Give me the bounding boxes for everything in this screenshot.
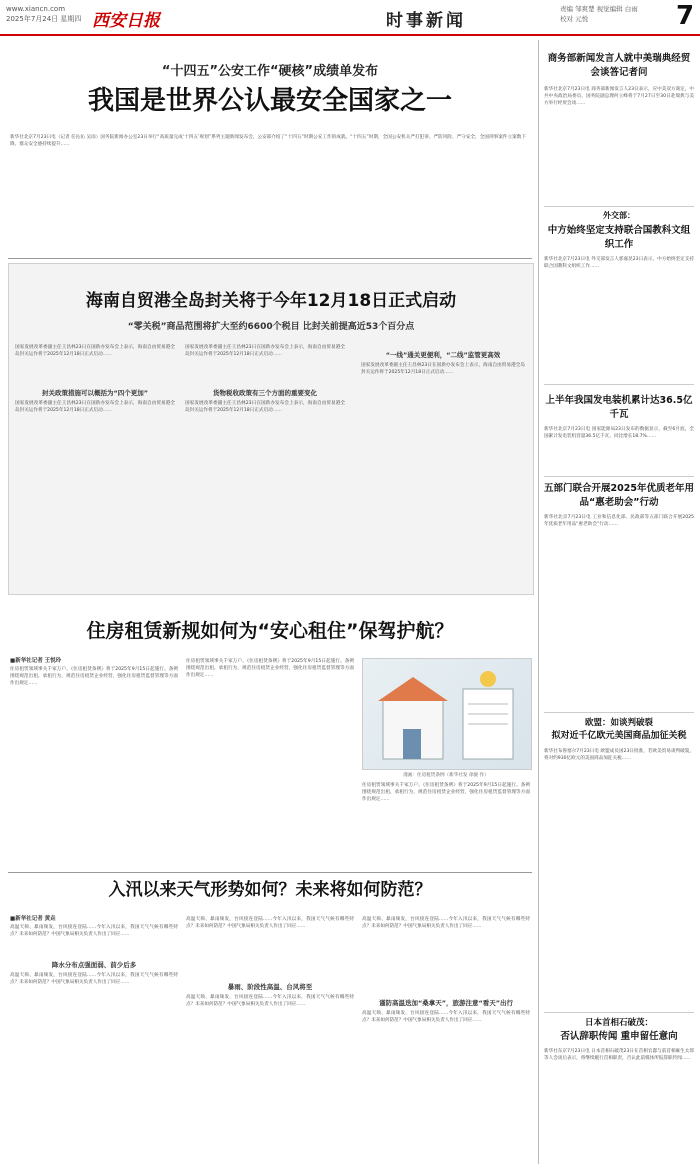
sidebar-divider [544, 476, 694, 477]
article2-subhead-3: “一线”通关更便利，“二线”监管更高效 [385, 351, 501, 359]
article2-box [8, 263, 534, 595]
article1-body: 新华社北京7月23日电（记者 任沁沁 吴雨）国务院新闻办公室23日举行“高质量完成‘十四五’规划”系列主题新闻发布会，公安部介绍了“十四五”时期公安工作的成就。“十四五”时期，全国公安机关严打犯罪、严防风险、严守安全，全国刑事案件立案数下降，群众安全感持续提升…… [10, 135, 526, 147]
article4-body-3: 高温天频、暴雨频发，台风接连登陆……今年入汛以来，我国天气气候有哪些特点？未来如何防范？中国气象局相关负责人作出了回应…… [186, 917, 354, 929]
article1-headline[interactable]: 我国是世界公认最安全国家之一 [87, 86, 452, 116]
article4-body-4: 高温天频、暴雨频发，台风接连登陆……今年入汛以来，我国天气气候有哪些特点？未来如何防范？中国气象局相关负责人作出了回应…… [186, 995, 354, 1007]
sidebar-divider [544, 712, 694, 713]
article2-subheadline: “零关税”商品范围将扩大至约6600个税目 比封关前提高近53个百分点 [127, 322, 415, 332]
article1-kicker: “十四五”公安工作“硬核”成绩单发布 [161, 64, 379, 79]
sidebar-body-4: 新华社北京7月23日电 工业和信息化部、民政部等五部门联合开展2025年优质老年用品“惠老助会”行动…… [544, 515, 694, 527]
masthead [0, 0, 700, 36]
article2-body-5: 国家发展改革委副主任王昌林23日在国新办发布会上表示，海南自由贸易港全岛封关运作将于2025年12月18日正式启动…… [361, 363, 525, 375]
sidebar-kicker-6: 日本首相石破茂： [584, 1018, 653, 1028]
sidebar-body-3: 新华社北京7月23日电 国家能源局23日发布的数据显示，截至6月底，全国累计发电装机容量36.5亿千瓦，同比增长18.7%…… [544, 427, 694, 439]
article4-body-2: 高温天频、暴雨频发，台风接连登陆……今年入汛以来，我国天气气候有哪些特点？未来如何防范？中国气象局相关负责人作出了回应…… [10, 973, 178, 985]
editors-line-1: 责编 邹爽楚 视觉编辑 白雨 [560, 5, 638, 13]
sidebar-headline-4[interactable]: 五部门联合开展2025年优质老年用品“惠老助会”行动 [544, 483, 694, 508]
article2-subhead-2: 货物税收政策有三个方面的重要变化 [213, 389, 317, 397]
article4-subhead-3: 谨防高温迭加“桑拿天”，旅游注意“看天”出行 [378, 999, 514, 1007]
masthead-url[interactable]: www.xiancn.com [6, 5, 66, 13]
sidebar-divider [544, 384, 694, 385]
sidebar-headline-6[interactable]: 否认辞职传闻 重申留任意向 [560, 1031, 678, 1042]
sidebar-kicker-5: 欧盟：如谈判破裂 [584, 718, 653, 728]
article3-body-3: 住房租赁领域事关千家万户。《住房租赁条例》将于2025年9月15日起施行。条例围绕规范出租、承租行为，规范住房租赁企业经营，强化住房租赁监督管理等方面作出规定…… [362, 783, 530, 802]
article4-byline: ■新华社记者 黄垚 [10, 916, 56, 922]
article4-body-6: 高温天频、暴雨频发，台风接连登陆……今年入汛以来，我国天气气候有哪些特点？未来如何防范？中国气象局相关负责人作出了回应…… [362, 1011, 530, 1023]
article4-body-5: 高温天频、暴雨频发，台风接连登陆……今年入汛以来，我国天气气候有哪些特点？未来如何防范？中国气象局相关负责人作出了回应…… [362, 917, 530, 929]
article2-headline[interactable]: 海南自贸港全岛封关将于今年12月18日正式启动 [85, 291, 457, 311]
article3-byline: ■新华社记者 王悦玲 [10, 658, 62, 664]
column-divider [538, 40, 539, 1164]
masthead-logo: 西安日报 [92, 11, 160, 31]
sidebar-kicker-2: 外交部： [603, 211, 635, 220]
article2-subhead-1: 封关政策措施可以概括为“四个更加” [41, 389, 149, 397]
article4-subhead-2: 暴雨、阶段性高温、台风将至 [227, 983, 313, 991]
sidebar-divider [544, 206, 694, 207]
article2-body-3: 国家发展改革委副主任王昌林23日在国新办发布会上表示，海南自由贸易港全岛封关运作将于2025年12月18日正式启动…… [185, 345, 345, 357]
article3-body-1: 住房租赁领域事关千家万户。《住房租赁条例》将于2025年9月15日起施行。条例围绕规范出租、承租行为，规范住房租赁企业经营，强化住房租赁监督管理等方面作出规定…… [10, 667, 178, 686]
article3-headline[interactable]: 住房租赁新规如何为“安心租住”保驾护航？ [86, 620, 454, 642]
sidebar-headline-2[interactable]: 中方始终坚定支持联合国教科文组织工作 [547, 225, 691, 250]
sidebar-headline-5[interactable]: 拟对近千亿欧元美国商品加征关税 [551, 731, 687, 741]
masthead-info [6, 4, 81, 24]
article3-body-2: 住房租赁领域事关千家万户。《住房租赁条例》将于2025年9月15日起施行。条例围绕规范出租、承租行为，规范住房租赁企业经营，强化住房租赁监督管理等方面作出规定…… [186, 659, 354, 678]
housing-cartoon-icon [363, 659, 531, 769]
masthead-date: 2025年7月24日 星期四 [6, 15, 82, 23]
divider [8, 872, 532, 873]
article4-headline[interactable]: 入汛以来天气形势如何？未来将如何防范？ [108, 880, 432, 900]
sidebar-headline-1[interactable]: 商务部新闻发言人就中美瑞典经贸会谈答记者问 [547, 53, 691, 78]
editors-line-2: 校对 元悦 [560, 15, 589, 23]
article2-body-4: 国家发展改革委副主任王昌林23日在国新办发布会上表示，海南自由贸易港全岛封关运作将于2025年12月18日正式启动…… [185, 401, 345, 413]
article2-body-1: 国家发展改革委副主任王昌林23日在国新办发布会上表示，海南自由贸易港全岛封关运作将于2025年12月18日正式启动…… [15, 345, 175, 357]
divider [8, 258, 532, 259]
sidebar-body-1: 新华社北京7月23日电 商务部新闻发言人23日表示，应中美双方商定，中共中央政治局委员、国务院副总理何立峰将于7月27日至30日赴瑞典与美方举行经贸会谈…… [544, 87, 694, 106]
sidebar-headline-3[interactable]: 上半年我国发电装机累计达36.5亿千瓦 [545, 395, 693, 420]
sidebar-body-5: 新华社布鲁塞尔7月23日电 欧盟成员国23日批准，若欧美贸易谈判破裂，将对约930亿欧元的美国商品加征关税…… [544, 749, 694, 761]
section-title: 时事新闻 [386, 11, 466, 31]
article4-subhead-1: 降水分布点强面弱、前少后多 [51, 961, 137, 969]
page-number: 7 [675, 1, 695, 31]
article4-body-1: 高温天频、暴雨频发，台风接连登陆……今年入汛以来，我国天气气候有哪些特点？未来如何防范？中国气象局相关负责人作出了回应…… [10, 925, 178, 937]
article2-body-2: 国家发展改革委副主任王昌林23日在国新办发布会上表示，海南自由贸易港全岛封关运作将于2025年12月18日正式启动…… [15, 401, 175, 413]
masthead-editors [560, 4, 638, 24]
sidebar-body-6: 新华社东京7月23日电 日本首相石破茂23日在首相官邸与前首相麻生太郎等人会谈后表示，将继续履行首相职责，否认此前媒体所报辞职传闻…… [544, 1049, 694, 1061]
article3-illustration [362, 658, 532, 770]
sidebar-body-2: 新华社北京7月23日电 外交部发言人郭嘉昆23日表示，中方始终坚定支持联合国教科文组织工作…… [544, 257, 694, 269]
sidebar-divider [544, 1012, 694, 1013]
article3-photo-caption: 漫画：住房租赁条例（新华社发 徐骏 作） [403, 773, 489, 778]
